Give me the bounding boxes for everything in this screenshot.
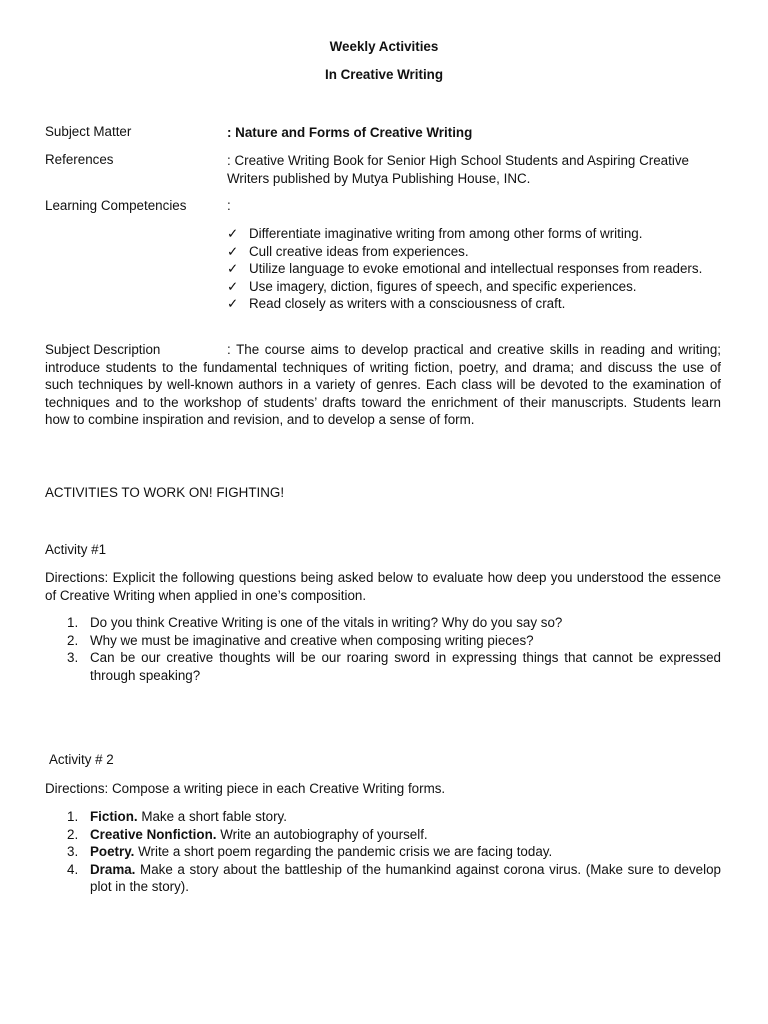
competencies-colon: : [227, 198, 231, 213]
subject-matter-label: Subject Matter [45, 124, 132, 139]
subject-description-label: Subject Description [45, 342, 161, 357]
activity-1-questions [45, 614, 721, 684]
subject-description-value: : The course aims to develop practical and creative skills in reading and writing; introduce students to the fundamental techniques of writing fiction, poetry, and drama; and discuss the use of such techniques by well-known authors in a variety of genres. Each class will be devoted to the examination of techniques and to the workshop of students’ drafts toward the enrichment of their manuscripts. Students learn how to combine inspiration and revision, and to develop a sense of form. [45, 342, 721, 427]
competency-item: ✓ Cull creative ideas from experiences. [227, 243, 469, 259]
competency-item: ✓ Utilize language to evoke emotional and intellectual responses from readers. [227, 261, 703, 276]
check-icon: ✓ [227, 278, 239, 294]
activity-1-directions: Directions: Explicit the following questions being asked below to evaluate how deep you understood the essence of Creative Writing when applied in one’s composition. [45, 570, 721, 603]
list-item: 1. Do you think Creative Writing is one of the vitals in writing? Why do you say so? [67, 615, 563, 630]
references-label: References [45, 152, 114, 167]
check-icon: ✓ [227, 296, 239, 311]
check-icon: ✓ [227, 261, 239, 276]
check-icon: ✓ [227, 243, 239, 259]
activities-heading: ACTIVITIES TO WORK ON! FIGHTING! [45, 485, 285, 500]
activity-2-directions: Directions: Compose a writing piece in each Creative Writing forms. [45, 781, 446, 796]
title-line-1: Weekly Activities [329, 39, 439, 54]
subject-description [45, 341, 721, 429]
list-item: 2. Creative Nonfiction. Write an autobiography of yourself. [67, 826, 428, 842]
list-item: 2. Why we must be imaginative and creative when composing writing pieces? [67, 632, 534, 648]
list-item: 3. Poetry. Write a short poem regarding the pandemic crisis we are facing today. [67, 844, 553, 859]
list-item: 4. Drama. Make a story about the battleship of the humankind against corona virus. (Make sure to develop plot in the story). [67, 861, 721, 894]
competency-item: ✓ Read closely as writers with a consciousness of craft. [227, 296, 566, 311]
competency-item: ✓ Use imagery, diction, figures of speech, and specific experiences. [227, 278, 637, 294]
activity-1-title: Activity #1 [45, 542, 107, 557]
competencies-label: Learning Competencies [45, 198, 187, 213]
activity-2-tasks [45, 808, 721, 896]
check-icon: ✓ [227, 226, 239, 241]
references-value: : Creative Writing Book for Senior High School Students and Aspiring Creative Writers published by Mutya Publishing House, INC. [227, 153, 689, 186]
competency-item: ✓ Differentiate imaginative writing from among other forms of writing. [227, 226, 643, 241]
competencies-list [227, 225, 727, 313]
list-item: 1. Fiction. Make a short fable story. [67, 809, 287, 824]
subject-matter-value: : Nature and Forms of Creative Writing [227, 125, 473, 140]
title-line-2: In Creative Writing [324, 67, 444, 82]
list-item: 3. Can be our creative thoughts will be our roaring sword in expressing things that cannot be expressed through speaking? [67, 650, 721, 683]
activity-2-title: Activity # 2 [49, 752, 114, 767]
